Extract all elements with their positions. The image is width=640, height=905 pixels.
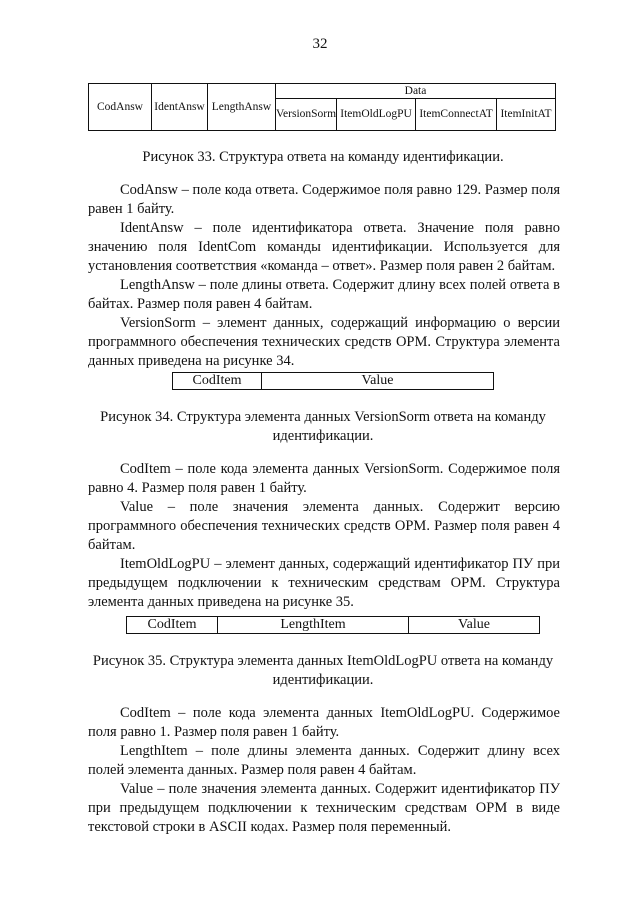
paragraph-value-35: Value – поле значения элемента данных. Содержит идентификатор ПУ при предыдущем подключении к техническим средствам ОРМ в виде текстовой строки в ASCII кодах. Размер поля переменный. <box>88 781 560 835</box>
figure-33-table <box>88 83 556 131</box>
cell-value: Value <box>409 617 540 634</box>
figure-35-table <box>126 616 540 634</box>
paragraph-itemoldlogpu: ItemOldLogPU – элемент данных, содержащий идентификатор ПУ при предыдущем подключении к техническим средствам ОРМ. Структура элемента данных приведена на рисунке 35. <box>88 556 560 610</box>
cell-lengthansw: LengthAnsw <box>208 84 276 131</box>
cell-data-header: Data <box>276 84 556 99</box>
paragraph-versionsorm: VersionSorm – элемент данных, содержащий информацию о версии программного обеспечения технических средств ОРМ. Структура элемента данных приведена на рисунке 34. <box>88 315 560 369</box>
cell-value: Value <box>262 373 494 390</box>
cell-iteminitat: ItemInitAT <box>497 99 556 131</box>
caption-figure-33: Рисунок 33. Структура ответа на команду идентификации. <box>142 149 504 165</box>
paragraph-lengthitem: LengthItem – поле длины элемента данных. Содержит длину всех полей элемента данных. Размер поля равен 4 байтам. <box>88 743 560 778</box>
paragraph-coditem-35: CodItem – поле кода элемента данных ItemOldLogPU. Содержимое поля равно 1. Размер поля равен 1 байту. <box>88 705 560 740</box>
cell-itemconnectat: ItemConnectAT <box>416 99 497 131</box>
cell-lengthitem: LengthItem <box>218 617 409 634</box>
paragraph-value-34: Value – поле значения элемента данных. Содержит версию программного обеспечения технических средств ОРМ. Размер поля равен 4 байтам. <box>88 499 560 553</box>
page-number: 32 <box>312 36 328 52</box>
cell-identansw: IdentAnsw <box>152 84 208 131</box>
paragraph-identansw: IdentAnsw – поле идентификатора ответа. Значение поля равно значению поля IdentCom команды идентификации. Используется для установления соответствия «команда – ответ». Размер поля равен 2 байтам. <box>88 220 560 274</box>
cell-itemoldlogpu: ItemOldLogPU <box>337 99 416 131</box>
cell-versionsorm: VersionSorm <box>276 99 337 131</box>
caption-figure-35: Рисунок 35. Структура элемента данных ItemOldLogPU ответа на команду идентификации. <box>92 653 554 688</box>
caption-figure-34: Рисунок 34. Структура элемента данных VersionSorm ответа на команду идентификации. <box>100 409 546 444</box>
cell-coditem: CodItem <box>127 617 218 634</box>
paragraph-coditem-34: CodItem – поле кода элемента данных VersionSorm. Содержимое поля равно 4. Размер поля равен 1 байту. <box>88 461 560 496</box>
cell-codansw: CodAnsw <box>89 84 152 131</box>
paragraph-lengthansw: LengthAnsw – поле длины ответа. Содержит длину всех полей ответа в байтах. Размер поля равен 4 байтам. <box>88 277 560 312</box>
cell-coditem: CodItem <box>173 373 262 390</box>
paragraph-codansw: CodAnsw – поле кода ответа. Содержимое поля равно 129. Размер поля равен 1 байту. <box>88 182 560 217</box>
figure-34-table <box>172 372 494 390</box>
